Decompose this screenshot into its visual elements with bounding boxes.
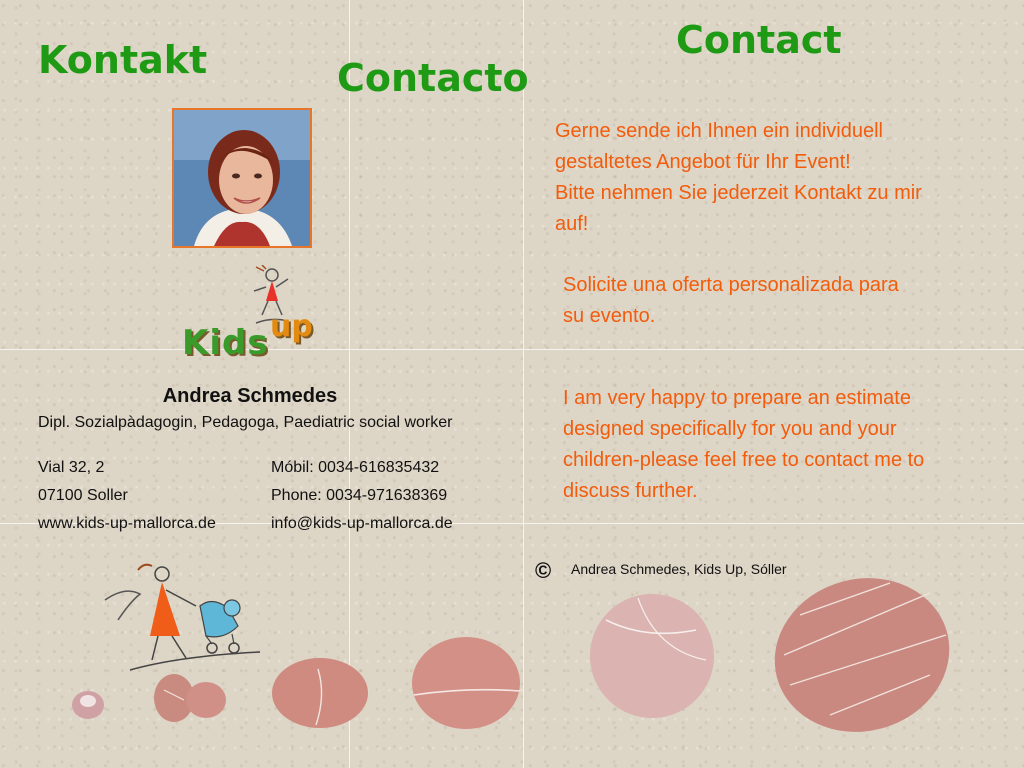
text-line: designed specifically for you and your bbox=[563, 418, 897, 440]
pebble-icon bbox=[586, 590, 718, 720]
text-line: gestaltetes Angebot für Ihr Event! bbox=[555, 151, 851, 173]
pebble-icon bbox=[70, 688, 106, 722]
spanish-message bbox=[563, 270, 933, 332]
text-line: I am very happy to prepare an estimate bbox=[563, 387, 911, 409]
heading-contacto: Contacto bbox=[337, 56, 529, 100]
text-line: Solicite una oferta personalizada para bbox=[563, 274, 899, 296]
phone-block bbox=[271, 454, 453, 538]
pebble-icon bbox=[270, 655, 370, 730]
address-block bbox=[38, 454, 216, 538]
text-line: Gerne sende ich Ihnen ein individuell bbox=[555, 120, 883, 142]
kids-up-logo bbox=[180, 265, 340, 365]
english-message bbox=[563, 383, 963, 507]
mobile-number: Móbil: 0034-616835432 bbox=[271, 459, 440, 476]
german-message bbox=[555, 116, 955, 240]
logo-up-text: up bbox=[270, 309, 313, 344]
pebble-icon bbox=[150, 664, 230, 724]
heading-contact: Contact bbox=[676, 18, 842, 62]
city: 07100 Soller bbox=[38, 487, 128, 504]
portrait-photo bbox=[172, 108, 312, 248]
text-line: auf! bbox=[555, 213, 589, 235]
phone-number: Phone: 0034-971638369 bbox=[271, 487, 448, 504]
copyright-icon: © bbox=[535, 558, 552, 583]
divider bbox=[523, 0, 524, 768]
divider bbox=[349, 0, 350, 768]
person-name: Andrea Schmedes bbox=[162, 385, 338, 407]
text-line: Bitte nehmen Sie jederzeit Kontakt zu mir bbox=[555, 182, 922, 204]
pebble-icon bbox=[770, 575, 955, 735]
email-link[interactable]: info@kids-up-mallorca.de bbox=[271, 515, 453, 532]
divider bbox=[0, 349, 1024, 350]
logo-kids-text: Kids bbox=[182, 323, 269, 363]
website-link[interactable]: www.kids-up-mallorca.de bbox=[38, 515, 216, 532]
text-line: su evento. bbox=[563, 305, 656, 327]
copyright-text: Andrea Schmedes, Kids Up, Sóller bbox=[571, 561, 787, 577]
mother-stroller-icon bbox=[100, 560, 265, 680]
street: Vial 32, 2 bbox=[38, 459, 105, 476]
text-line: children-please feel free to contact me to bbox=[563, 449, 925, 471]
text-line: discuss further. bbox=[563, 480, 698, 502]
person-title: Dipl. Sozialpàdagogin, Pedagoga, Paediatric social worker bbox=[38, 414, 453, 431]
pebble-icon bbox=[410, 635, 522, 730]
heading-kontakt: Kontakt bbox=[38, 38, 208, 82]
